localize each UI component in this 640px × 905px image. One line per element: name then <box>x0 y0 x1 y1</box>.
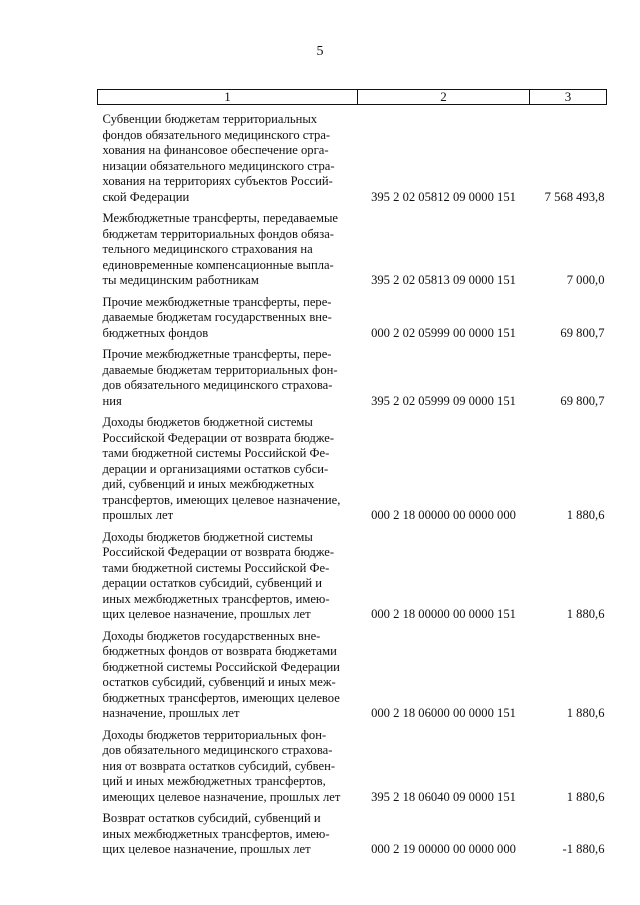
amount-value: 69 800,7 <box>560 393 605 408</box>
description-line: дов обязательного медицинского страхова- <box>102 378 333 392</box>
description-line: дов обязательного медицинского страхова- <box>102 743 333 757</box>
description-line: бюджетных фондов от возврата бюджетами <box>102 644 337 658</box>
table-row <box>98 211 607 295</box>
description-line: щих целевое назначение, прошлых лет <box>102 842 311 856</box>
table-header-row <box>98 90 607 105</box>
row-description <box>98 105 358 212</box>
description-line: фондов обязательного медицинского стра- <box>102 127 331 142</box>
description-line: ций и иных межбюджетных трансфертов, <box>102 774 326 788</box>
description-line: Прочие межбюджетные трансферты, пере- <box>102 294 332 309</box>
description-line: низации обязательного медицинского стра- <box>102 158 335 173</box>
budget-classification-code: 000 2 18 00000 00 0000 151 <box>371 607 516 621</box>
row-description <box>98 530 358 629</box>
description-line: Российской Федерации от возврата бюдже- <box>102 545 335 559</box>
description-line: Доходы бюджетов территориальных фон- <box>102 727 327 742</box>
description-line: щих целевое назначение, прошлых лет <box>102 607 311 621</box>
description-line: назначение, прошлых лет <box>102 706 240 720</box>
table-body <box>98 105 607 864</box>
description-line: Возврат остатков субсидий, субвенций и <box>102 811 321 825</box>
budget-classification-code: 000 2 19 00000 00 0000 000 <box>371 842 516 856</box>
description-line: бюджетных фондов <box>102 325 209 340</box>
description-line: бюджетам территориальных фондов обяза- <box>102 226 334 241</box>
description-line: дерации остатков субсидий, субвенций и <box>102 576 322 590</box>
description-line: тами бюджетной системы Российской Фе- <box>102 446 330 460</box>
amount-value: 7 568 493,8 <box>544 189 605 204</box>
column-header-3: 3 <box>530 90 607 105</box>
budget-classification-code: 000 2 18 06000 00 0000 151 <box>371 706 516 720</box>
description-line: бюджетных трансфертов, имеющих целевое <box>102 690 340 705</box>
description-line: имеющих целевое назначение, прошлых лет <box>102 789 341 804</box>
description-line: Межбюджетные трансферты, передаваемые <box>102 211 339 225</box>
description-line: даваемые бюджетам территориальных фон- <box>102 362 338 377</box>
row-description <box>98 811 358 864</box>
table-row <box>98 728 607 812</box>
column-header-1: 1 <box>98 90 358 105</box>
row-description <box>98 295 358 348</box>
description-line: единовременные компенсационные выпла- <box>102 257 334 272</box>
table-row <box>98 415 607 530</box>
description-line: тами бюджетной системы Российской Фе- <box>102 560 330 575</box>
description-line: Доходы бюджетов бюджетной системы <box>102 529 313 544</box>
description-line: даваемые бюджетам государственных вне- <box>102 310 332 324</box>
description-line: тельного медицинского страхования на <box>102 242 313 256</box>
budget-classification-code: 395 2 02 05812 09 0000 151 <box>371 189 516 204</box>
budget-classification-code: 395 2 02 05813 09 0000 151 <box>371 273 516 287</box>
description-line: ской Федерации <box>102 189 190 204</box>
description-line: Российской Федерации от возврата бюдже- <box>102 430 335 445</box>
amount-value: 69 800,7 <box>560 325 605 340</box>
table-row <box>98 811 607 864</box>
description-line: хования на финансовое обеспечение орга- <box>102 143 329 157</box>
description-line: дий, субвенций и иных межбюджетных <box>102 477 315 491</box>
budget-classification-code: 000 2 18 00000 00 0000 000 <box>371 508 516 522</box>
amount-value: 1 880,6 <box>566 607 605 621</box>
description-line: иных межбюджетных трансфертов, имею- <box>102 826 330 841</box>
description-line: Доходы бюджетов государственных вне- <box>102 628 321 643</box>
amount-value: 1 880,6 <box>566 789 605 804</box>
table-row <box>98 629 607 728</box>
budget-classification-code: 000 2 02 05999 00 0000 151 <box>371 325 516 340</box>
row-description <box>98 347 358 415</box>
description-line: бюджетной системы Российской Федерации <box>102 659 340 674</box>
row-description <box>98 728 358 812</box>
budget-classification-code: 395 2 18 06040 09 0000 151 <box>371 789 516 804</box>
amount-value: 1 880,6 <box>566 508 605 522</box>
description-line: прошлых лет <box>102 508 174 522</box>
description-line: ния от возврата остатков субсидий, субвен- <box>102 758 336 773</box>
description-line: Доходы бюджетов бюджетной системы <box>102 415 313 429</box>
table-row <box>98 347 607 415</box>
budget-classification-code: 395 2 02 05999 09 0000 151 <box>371 393 516 408</box>
table-row <box>98 105 607 212</box>
description-line: ты медицинским работникам <box>102 273 259 287</box>
amount-value: -1 880,6 <box>562 842 605 856</box>
row-description <box>98 211 358 295</box>
description-line: ния <box>102 393 122 408</box>
amount-value: 1 880,6 <box>566 706 605 720</box>
table-row <box>98 295 607 348</box>
description-line: остатков субсидий, субвенций и иных меж- <box>102 675 336 689</box>
description-line: трансфертов, имеющих целевое назначение, <box>102 492 341 507</box>
description-line: Субвенции бюджетам территориальных <box>102 112 318 126</box>
column-header-2: 2 <box>358 90 530 105</box>
revenue-table <box>97 89 607 864</box>
description-line: Прочие межбюджетные трансферты, пере- <box>102 347 332 361</box>
table-row <box>98 530 607 629</box>
amount-value: 7 000,0 <box>566 273 605 287</box>
row-description <box>98 629 358 728</box>
row-description <box>98 415 358 530</box>
description-line: иных межбюджетных трансфертов, имею- <box>102 591 330 606</box>
description-line: дерации и организациями остатков субси- <box>102 461 329 476</box>
page-number: 5 <box>316 44 324 59</box>
description-line: хования на территориях субъектов Россий- <box>102 174 333 188</box>
